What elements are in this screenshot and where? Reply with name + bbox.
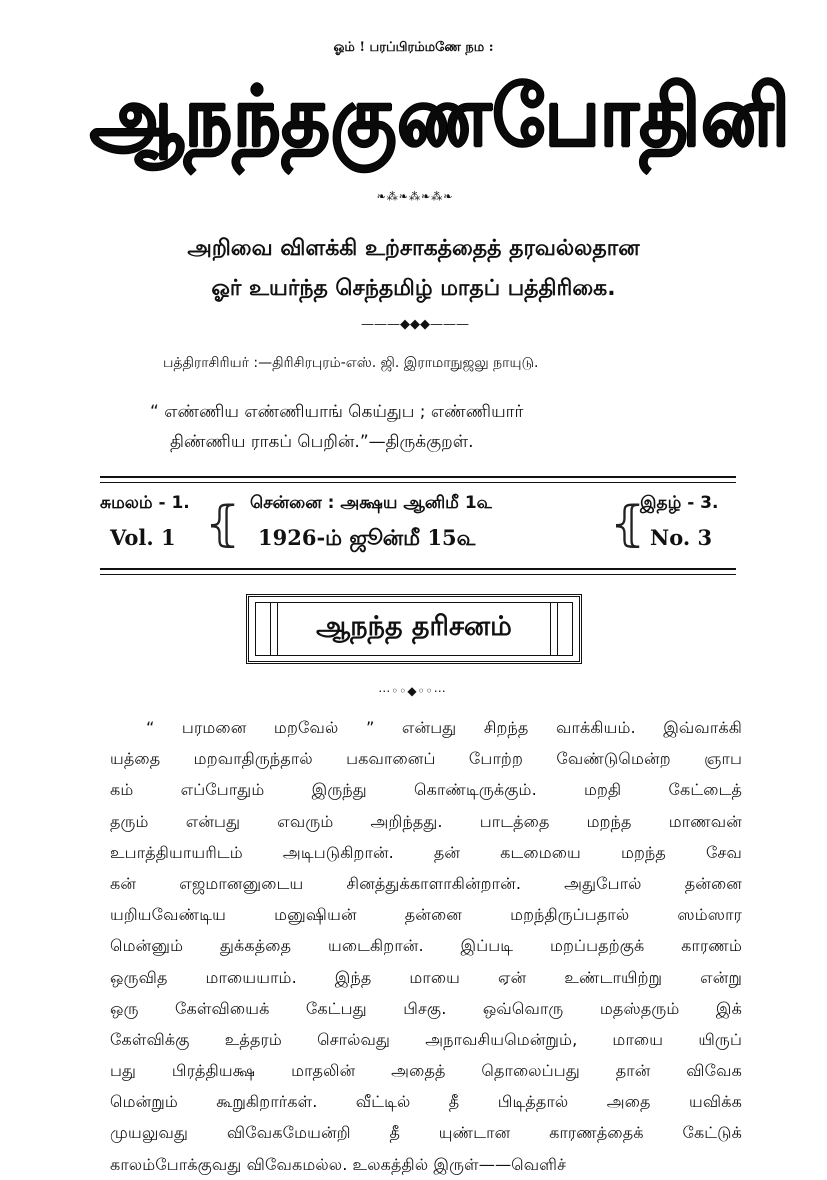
ornament-divider: ———◆◆◆——— (361, 317, 469, 332)
tagline-line-1: அறிவை விளக்கி உற்சாகத்தைத் தரவல்லதான (187, 236, 640, 261)
section-title: ஆநந்த தரிசனம் (316, 611, 512, 642)
body-line: கேள்விக்கு உத்தரம் சொல்வது அநாவசியமென்றும், மாயை யிருப் (110, 1029, 742, 1049)
ornament-divider: ❧⁂❧⁂❧⁂❧ (376, 190, 454, 203)
body-line: மென்றும் கூறுகிறார்கள். வீட்டில் தீ பிடித்தால் அதை யவிக்க (110, 1092, 742, 1112)
epigraph-line-1: “ எண்ணிய எண்ணியாங் கெய்துப ; எண்ணியார் (150, 402, 524, 422)
body-line: பது பிரத்தியக்ஷ மாதலின் அதைத் தொலைப்பது தான் விவேக (110, 1061, 742, 1081)
body-line: கம் எப்போதும் இருந்து கொண்டிருக்கும். மறதி கேட்டைத் (110, 780, 742, 800)
body-line: ஒருவித மாயையாம். இந்த மாயை ஏன் உண்டாயிற்று என்று (110, 967, 742, 987)
body-line: யத்தை மறவாதிருந்தால் பகவானைப் போற்ற வேண்டுமென்ற ஞாப (110, 749, 742, 769)
brace-left: ⦃ (205, 496, 241, 552)
tagline-line-2: ஓர் உயர்ந்த செந்தமிழ் மாதப் பத்திரிகை. (211, 276, 616, 301)
masthead-title: ஆநந்தகுணபோதினி (90, 68, 791, 166)
invocation-line: ஓம் ! பரப்பிரம்மணே நம : (333, 40, 494, 55)
body-line: மென்னும் துக்கத்தை யடைகிறான். இப்படி மறப்பதற்குக் காரணம் (110, 936, 742, 956)
brace-right: ⦃ (610, 496, 646, 552)
section-title-frame (246, 594, 582, 664)
body-line: முயலுவது விவேகமேயன்றி தீ யுண்டான காரணத்தைக் கேட்டுக் (110, 1123, 742, 1143)
double-rule (100, 476, 736, 483)
body-line: கன் எஜமானனுடைய சினத்துக்காளாகின்றான். அதுபோல் தன்னை (110, 873, 742, 893)
issue-label-english: No. 3 (650, 525, 713, 550)
double-rule (100, 568, 736, 575)
volume-label-tamil: சுமலம் - 1. (100, 493, 190, 513)
body-line: தரும் என்பது எவரும் அறிந்தது. பாடத்தை மறந்த மாணவன் (110, 811, 742, 831)
date-tamil-calendar: சென்னை : அக்ஷய ஆனிமீ 1௳ (250, 493, 492, 513)
epigraph-line-2: திண்ணிய ராகப் பெறின்.”—திருக்குறள். (170, 432, 474, 452)
date-gregorian: 1926-ம் ஜூன்மீ 15௳ (258, 525, 476, 550)
body-line: “ பரமனை மறவேல் ” என்பது சிறந்த வாக்கியம். இவ்வாக்கி (146, 718, 742, 737)
body-line: யறியவேண்டிய மனுஷியன் தன்னை மறந்திருப்பதால் ஸம்ஸார (110, 905, 742, 925)
ornament-divider: ⋯◦◦◆◦◦⋯ (378, 684, 447, 698)
body-line: ஒரு கேள்வியைக் கேட்பது பிசகு. ஒவ்வொரு மதஸ்தரும் இக் (110, 998, 742, 1018)
body-line: காலம்போக்குவது விவேகமல்ல. உலகத்தில் இருள்——வெளிச் (110, 1154, 567, 1174)
editor-line: பத்திராசிரியர் :—திரிசிரபுரம்-எஸ். ஜி. இராமாநுஜலு நாயுடு. (163, 355, 539, 371)
article-body (110, 712, 742, 1180)
volume-label-english: Vol. 1 (110, 525, 176, 550)
issue-label-tamil: இதழ் - 3. (640, 493, 719, 513)
body-line: உபாத்தியாயரிடம் அடிபடுகிறான். தன் கடமையை மறந்த சேவ (110, 842, 742, 862)
